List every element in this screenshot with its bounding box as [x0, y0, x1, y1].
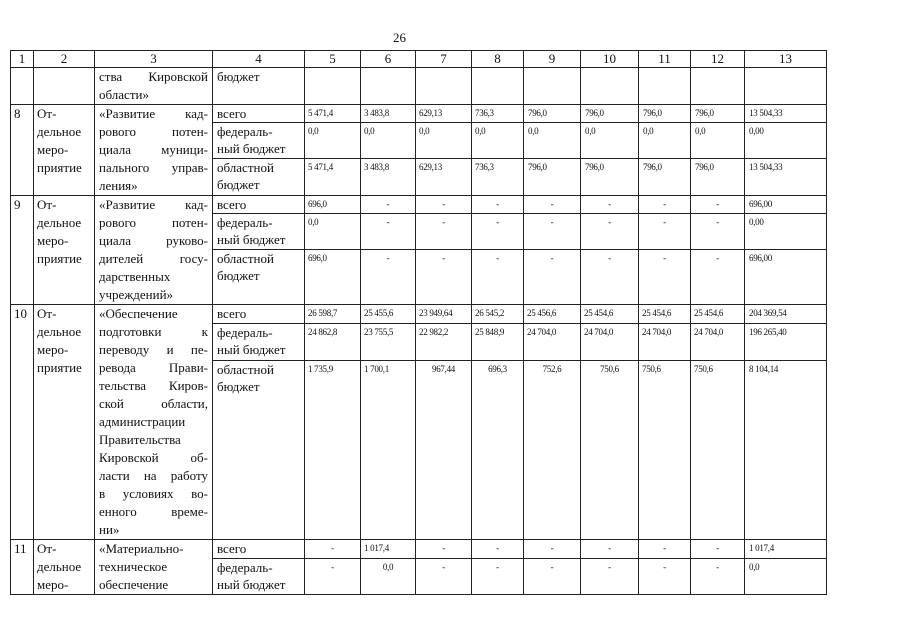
row-number: 11: [11, 540, 34, 595]
value-cell: 629,13: [416, 159, 472, 196]
measure-type-line: приятие: [37, 360, 82, 375]
value-cell: 196 265,40: [745, 324, 827, 361]
value-cell: 24 704,0: [524, 324, 581, 361]
value-cell: [416, 68, 472, 105]
value-cell: 0,00: [745, 123, 827, 159]
value-cell: 8 104,14: [745, 361, 827, 540]
value-cell: -: [691, 249, 745, 304]
value-cell: 750,6: [691, 361, 745, 540]
value-cell: 0,00: [745, 214, 827, 250]
value-cell: 25 454,6: [691, 305, 745, 324]
value-cell: 1 017,4: [745, 540, 827, 559]
measure-name-line: ни»: [99, 522, 120, 537]
measure-type: [34, 305, 95, 540]
value-cell: -: [639, 214, 691, 250]
measure-type-line: дельное: [37, 559, 82, 574]
budget-label-line: бюджет: [217, 379, 260, 395]
budget-regional-label: [213, 249, 305, 304]
value-cell: 629,13: [416, 105, 472, 123]
value-cell: [639, 68, 691, 105]
value-cell: -: [472, 214, 524, 250]
value-cell: 750,6: [581, 361, 639, 540]
value-cell: 1 735,9: [305, 361, 361, 540]
value-cell: -: [472, 558, 524, 594]
budget-label-line: федераль-: [217, 124, 273, 140]
budget-label-line: федераль-: [217, 325, 273, 341]
value-cell: -: [581, 214, 639, 250]
budget-federal-label: [213, 558, 305, 594]
budget-total-label: всего: [213, 105, 305, 123]
value-cell: [472, 68, 524, 105]
budget-label-line: областной: [217, 362, 274, 378]
value-cell: 796,0: [691, 105, 745, 123]
row-number: 8: [11, 105, 34, 196]
measure-name-line: подготовки к: [99, 324, 208, 339]
measure-type-line: дельное: [37, 324, 82, 339]
value-cell: [691, 68, 745, 105]
value-cell: 0,0: [639, 123, 691, 159]
value-cell: -: [639, 540, 691, 559]
value-cell: -: [581, 540, 639, 559]
value-cell: 696,00: [745, 249, 827, 304]
value-cell: [745, 68, 827, 105]
value-cell: 5 471,4: [305, 159, 361, 196]
measure-name-line: дителей госу-: [99, 251, 208, 266]
measure-type-line: меро-: [37, 142, 69, 157]
value-cell: 1 017,4: [361, 540, 416, 559]
value-cell: -: [524, 214, 581, 250]
measure-name-cell: [95, 68, 213, 105]
value-cell: [361, 68, 416, 105]
value-cell: -: [416, 196, 472, 214]
value-cell: 696,0: [305, 196, 361, 214]
value-cell: 26 545,2: [472, 305, 524, 324]
value-cell: 796,0: [639, 105, 691, 123]
value-cell: 796,0: [524, 159, 581, 196]
value-cell: 24 862,8: [305, 324, 361, 361]
measure-name-line: дарственных: [99, 269, 171, 284]
value-cell: -: [472, 249, 524, 304]
measure-name: [95, 196, 213, 305]
value-cell: 25 456,6: [524, 305, 581, 324]
value-cell: 23 755,5: [361, 324, 416, 361]
value-cell: 3 483,8: [361, 105, 416, 123]
value-cell: -: [524, 540, 581, 559]
measure-name-line: рового потен-: [99, 124, 208, 139]
header-cell: 10: [581, 51, 639, 68]
value-cell: 22 982,2: [416, 324, 472, 361]
budget-type-cell: бюджет: [213, 68, 305, 105]
measure-type: [34, 540, 95, 595]
budget-label-line: областной: [217, 250, 274, 266]
header-cell: 1: [11, 51, 34, 68]
value-cell: 24 704,0: [691, 324, 745, 361]
value-cell: -: [416, 540, 472, 559]
value-cell: 0,0: [305, 214, 361, 250]
value-cell: 796,0: [581, 105, 639, 123]
value-cell: 25 454,6: [639, 305, 691, 324]
measure-name-line: Кировской об-: [99, 450, 208, 465]
header-row: [11, 51, 827, 68]
value-cell: 24 704,0: [581, 324, 639, 361]
value-cell: -: [472, 540, 524, 559]
value-cell: 0,0: [305, 123, 361, 159]
budget-federal-label: [213, 324, 305, 361]
value-cell: -: [691, 558, 745, 594]
value-cell: -: [691, 540, 745, 559]
measure-name-line: «Развитие кад-: [99, 106, 208, 121]
budget-label-line: ный бюджет: [217, 576, 286, 592]
value-cell: -: [361, 196, 416, 214]
value-cell: -: [639, 196, 691, 214]
header-cell: 8: [472, 51, 524, 68]
header-cell: 12: [691, 51, 745, 68]
value-cell: 796,0: [691, 159, 745, 196]
budget-label-line: ный бюджет: [217, 232, 286, 248]
measure-name-line: ской области,: [99, 396, 208, 411]
value-cell: 25 455,6: [361, 305, 416, 324]
measure-name-line: ства Кировской: [99, 69, 208, 84]
budget-total-label: всего: [213, 540, 305, 559]
budget-regional-label: [213, 361, 305, 540]
header-cell: 9: [524, 51, 581, 68]
table-row-9-total: [11, 196, 827, 214]
value-cell: 3 483,8: [361, 159, 416, 196]
value-cell: -: [472, 196, 524, 214]
measure-name-line: ласти на работу: [99, 468, 208, 483]
value-cell: -: [524, 249, 581, 304]
measure-name: [95, 305, 213, 540]
measure-name-line: Правительства: [99, 432, 181, 447]
measure-type-line: меро-: [37, 342, 69, 357]
value-cell: -: [639, 558, 691, 594]
value-cell: -: [524, 558, 581, 594]
measure-type-line: От-: [37, 306, 57, 321]
measure-name-line: рового потен-: [99, 215, 208, 230]
measure-type-cell: [34, 68, 95, 105]
value-cell: 26 598,7: [305, 305, 361, 324]
value-cell: 24 704,0: [639, 324, 691, 361]
row-number: 9: [11, 196, 34, 305]
table-row-8-total: [11, 105, 827, 123]
measure-name-line: тельства Киров-: [99, 378, 208, 393]
budget-label-line: федераль-: [217, 559, 273, 575]
measure-type: [34, 105, 95, 196]
value-cell: -: [691, 196, 745, 214]
value-cell: -: [416, 214, 472, 250]
value-cell: 967,44: [416, 361, 472, 540]
measure-name-line: техническое: [99, 559, 168, 574]
value-cell: -: [361, 214, 416, 250]
measure-name: [95, 540, 213, 595]
header-cell: 3: [95, 51, 213, 68]
row-number-cell: [11, 68, 34, 105]
value-cell: 13 504,33: [745, 105, 827, 123]
header-cell: 6: [361, 51, 416, 68]
budget-federal-label: [213, 214, 305, 250]
value-cell: 204 369,54: [745, 305, 827, 324]
value-cell: -: [581, 558, 639, 594]
value-cell: -: [361, 249, 416, 304]
value-cell: [524, 68, 581, 105]
measure-name-line: учреждений»: [99, 287, 174, 302]
page-number: 26: [393, 30, 406, 45]
header-cell: 2: [34, 51, 95, 68]
measure-type-line: От-: [37, 541, 57, 556]
budget-total-label: всего: [213, 305, 305, 324]
budget-federal-label: [213, 123, 305, 159]
value-cell: 796,0: [639, 159, 691, 196]
value-cell: 752,6: [524, 361, 581, 540]
measure-type-line: дельное: [37, 215, 82, 230]
value-cell: 0,0: [472, 123, 524, 159]
measure-type-line: дельное: [37, 124, 82, 139]
measure-type: [34, 196, 95, 305]
value-cell: -: [691, 214, 745, 250]
value-cell: 736,3: [472, 159, 524, 196]
measure-name-line: «Обеспечение: [99, 306, 178, 321]
measure-name-line: енного време-: [99, 504, 208, 519]
row-number: 10: [11, 305, 34, 540]
measure-type-line: меро-: [37, 233, 69, 248]
table-row-10-total: [11, 305, 827, 324]
header-cell: 7: [416, 51, 472, 68]
value-cell: 5 471,4: [305, 105, 361, 123]
value-cell: 25 848,9: [472, 324, 524, 361]
value-cell: -: [581, 196, 639, 214]
header-cell: 4: [213, 51, 305, 68]
value-cell: 23 949,64: [416, 305, 472, 324]
value-cell: 696,3: [472, 361, 524, 540]
measure-name-line: «Развитие кад-: [99, 197, 208, 212]
value-cell: 25 454,6: [581, 305, 639, 324]
budget-label-line: бюджет: [217, 177, 260, 193]
header-cell: 13: [745, 51, 827, 68]
value-cell: 0,0: [416, 123, 472, 159]
budget-label-line: областной: [217, 160, 274, 176]
value-cell: 0,0: [361, 123, 416, 159]
value-cell: 0,0: [745, 558, 827, 594]
measure-name-line: циала муници-: [99, 142, 208, 157]
value-cell: 696,00: [745, 196, 827, 214]
measure-name-line: области»: [99, 87, 149, 102]
value-cell: 0,0: [361, 558, 416, 594]
value-cell: 1 700,1: [361, 361, 416, 540]
table-row-continuation: [11, 68, 827, 105]
budget-label-line: федераль-: [217, 215, 273, 231]
measure-name-line: администрации: [99, 414, 186, 429]
value-cell: [305, 68, 361, 105]
measure-name-line: переводу и пе-: [99, 342, 208, 357]
budget-table: [10, 50, 827, 595]
header-cell: 5: [305, 51, 361, 68]
value-cell: 736,3: [472, 105, 524, 123]
measure-name-line: ления»: [99, 178, 138, 193]
budget-regional-label: [213, 159, 305, 196]
value-cell: 0,0: [581, 123, 639, 159]
value-cell: -: [305, 540, 361, 559]
measure-name-line: пального управ-: [99, 160, 208, 175]
measure-name-line: ревода Прави-: [99, 360, 208, 375]
value-cell: -: [581, 249, 639, 304]
header-cell: 11: [639, 51, 691, 68]
value-cell: -: [639, 249, 691, 304]
budget-label-line: бюджет: [217, 267, 260, 283]
value-cell: -: [305, 558, 361, 594]
measure-name-line: циала руково-: [99, 233, 208, 248]
budget-label-line: ный бюджет: [217, 342, 286, 358]
value-cell: -: [416, 249, 472, 304]
measure-type-line: приятие: [37, 251, 82, 266]
value-cell: 0,0: [524, 123, 581, 159]
value-cell: 0,0: [691, 123, 745, 159]
measure-name: [95, 105, 213, 196]
measure-type-line: меро-: [37, 577, 69, 592]
measure-type-line: От-: [37, 197, 57, 212]
value-cell: 750,6: [639, 361, 691, 540]
value-cell: 796,0: [581, 159, 639, 196]
measure-name-line: обеспечение: [99, 577, 169, 592]
value-cell: 796,0: [524, 105, 581, 123]
budget-total-label: всего: [213, 196, 305, 214]
measure-name-line: «Материально-: [99, 541, 184, 556]
value-cell: -: [524, 196, 581, 214]
value-cell: -: [416, 558, 472, 594]
measure-name-line: в условиях во-: [99, 486, 208, 501]
measure-type-line: От-: [37, 106, 57, 121]
value-cell: 13 504,33: [745, 159, 827, 196]
value-cell: 696,0: [305, 249, 361, 304]
budget-label-line: ный бюджет: [217, 141, 286, 157]
table-row-11-total: [11, 540, 827, 559]
value-cell: [581, 68, 639, 105]
measure-type-line: приятие: [37, 160, 82, 175]
